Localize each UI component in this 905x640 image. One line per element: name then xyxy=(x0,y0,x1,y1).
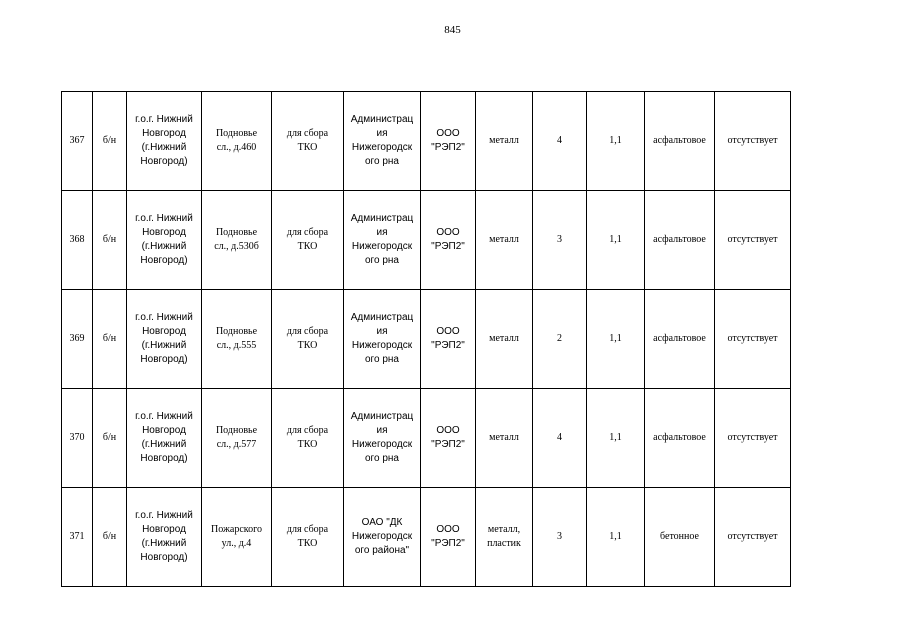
cell-volume: 1,1 xyxy=(587,191,645,290)
cell-count: 4 xyxy=(533,389,587,488)
cell-operator-line: ООО xyxy=(436,326,460,337)
cell-material xyxy=(476,290,533,389)
cell-purpose xyxy=(272,290,344,389)
cell-locality-line: Новгород xyxy=(142,128,186,139)
cell-number: 370 xyxy=(62,389,93,488)
cell-locality-line: г.о.г. Нижний xyxy=(135,510,193,521)
cell-operator-line: "РЭП2" xyxy=(431,340,465,351)
cell-operator-line: "РЭП2" xyxy=(431,439,465,450)
cell-purpose-line: ТКО xyxy=(297,340,318,351)
cell-operator-line: "РЭП2" xyxy=(431,241,465,252)
cell-owner xyxy=(344,191,421,290)
cell-address-line: сл., д.555 xyxy=(216,340,257,351)
cell-count: 3 xyxy=(533,191,587,290)
cell-surface: асфальтовое xyxy=(645,191,715,290)
cell-fence: отсутствует xyxy=(715,191,791,290)
cell-operator xyxy=(421,191,476,290)
cell-number: 371 xyxy=(62,488,93,587)
cell-purpose-line: ТКО xyxy=(297,439,318,450)
cell-count: 4 xyxy=(533,92,587,191)
cell-owner-line: Администрац xyxy=(350,114,414,125)
cell-surface: асфальтовое xyxy=(645,389,715,488)
cell-material xyxy=(476,191,533,290)
cell-locality-line: Новгород xyxy=(142,227,186,238)
cell-owner-line: Нижегородск xyxy=(351,531,413,542)
cell-locality xyxy=(127,488,202,587)
cell-address-line: сл., д.577 xyxy=(216,439,257,450)
cell-material xyxy=(476,92,533,191)
cell-operator-line: ООО xyxy=(436,524,460,535)
cell-purpose xyxy=(272,191,344,290)
cell-locality-line: (г.Нижний xyxy=(141,340,187,351)
cell-bn: б/н xyxy=(93,191,127,290)
cell-owner-line: ия xyxy=(376,227,388,238)
cell-locality-line: Новгород xyxy=(142,326,186,337)
table-row xyxy=(62,92,791,191)
cell-owner-line: Администрац xyxy=(350,312,414,323)
cell-number: 368 xyxy=(62,191,93,290)
cell-count: 2 xyxy=(533,290,587,389)
cell-operator xyxy=(421,290,476,389)
cell-purpose-line: для сбора xyxy=(286,524,329,535)
cell-operator-line: "РЭП2" xyxy=(431,142,465,153)
registry-table xyxy=(61,91,791,587)
cell-bn: б/н xyxy=(93,92,127,191)
cell-volume: 1,1 xyxy=(587,389,645,488)
cell-owner-line: ого рна xyxy=(365,354,399,365)
cell-number: 369 xyxy=(62,290,93,389)
cell-purpose-line: ТКО xyxy=(297,142,318,153)
cell-locality-line: Новгород) xyxy=(140,354,188,365)
cell-operator-line: ООО xyxy=(436,425,460,436)
cell-locality-line: (г.Нижний xyxy=(141,142,187,153)
cell-owner-line: Нижегородск xyxy=(351,142,413,153)
cell-purpose xyxy=(272,389,344,488)
cell-owner-line: Нижегородск xyxy=(351,340,413,351)
cell-operator xyxy=(421,389,476,488)
cell-surface: бетонное xyxy=(645,488,715,587)
cell-locality-line: Новгород) xyxy=(140,255,188,266)
page-number: 845 xyxy=(444,24,461,36)
cell-address-line: Подновье xyxy=(215,128,258,139)
cell-owner-line: ия xyxy=(376,326,388,337)
cell-volume: 1,1 xyxy=(587,290,645,389)
cell-address-line: сл., д.460 xyxy=(216,142,257,153)
cell-purpose-line: для сбора xyxy=(286,425,329,436)
cell-owner xyxy=(344,290,421,389)
cell-address-line: Подновье xyxy=(215,227,258,238)
cell-locality-line: г.о.г. Нижний xyxy=(135,213,193,224)
table-row xyxy=(62,488,791,587)
cell-locality xyxy=(127,290,202,389)
cell-locality-line: (г.Нижний xyxy=(141,439,187,450)
cell-material-line: пластик xyxy=(487,538,521,549)
cell-material-line: металл xyxy=(489,432,519,443)
cell-locality-line: г.о.г. Нижний xyxy=(135,312,193,323)
cell-material-line: металл xyxy=(489,135,519,146)
cell-locality-line: (г.Нижний xyxy=(141,241,187,252)
cell-surface: асфальтовое xyxy=(645,290,715,389)
cell-operator-line: ООО xyxy=(436,128,460,139)
table-row xyxy=(62,191,791,290)
cell-locality-line: Новгород xyxy=(142,425,186,436)
cell-owner-line: Нижегородск xyxy=(351,241,413,252)
cell-bn: б/н xyxy=(93,389,127,488)
cell-owner-line: ого района" xyxy=(354,545,410,556)
cell-surface: асфальтовое xyxy=(645,92,715,191)
cell-address-line: Подновье xyxy=(215,425,258,436)
cell-fence: отсутствует xyxy=(715,290,791,389)
cell-address xyxy=(202,389,272,488)
cell-owner-line: Администрац xyxy=(350,213,414,224)
cell-material-line: металл, xyxy=(487,524,521,535)
cell-locality-line: Новгород) xyxy=(140,552,188,563)
cell-purpose-line: ТКО xyxy=(297,538,318,549)
cell-material xyxy=(476,488,533,587)
table-row xyxy=(62,290,791,389)
cell-fence: отсутствует xyxy=(715,488,791,587)
cell-locality-line: г.о.г. Нижний xyxy=(135,114,193,125)
cell-bn: б/н xyxy=(93,290,127,389)
cell-owner xyxy=(344,389,421,488)
cell-owner-line: ия xyxy=(376,425,388,436)
cell-owner-line: Нижегородск xyxy=(351,439,413,450)
cell-volume: 1,1 xyxy=(587,92,645,191)
cell-address xyxy=(202,92,272,191)
cell-number: 367 xyxy=(62,92,93,191)
cell-purpose xyxy=(272,92,344,191)
cell-operator xyxy=(421,92,476,191)
cell-locality-line: (г.Нижний xyxy=(141,538,187,549)
cell-address-line: Пожарского xyxy=(211,524,262,535)
cell-purpose-line: для сбора xyxy=(286,227,329,238)
cell-owner xyxy=(344,488,421,587)
cell-address xyxy=(202,290,272,389)
cell-owner-line: ого рна xyxy=(365,156,399,167)
cell-address xyxy=(202,488,272,587)
cell-locality-line: Новгород) xyxy=(140,453,188,464)
cell-material xyxy=(476,389,533,488)
cell-count: 3 xyxy=(533,488,587,587)
cell-operator xyxy=(421,488,476,587)
cell-material-line: металл xyxy=(489,333,519,344)
table-row xyxy=(62,389,791,488)
cell-owner-line: ого рна xyxy=(365,255,399,266)
cell-owner-line: ого рна xyxy=(365,453,399,464)
cell-locality-line: Новгород) xyxy=(140,156,188,167)
cell-purpose-line: для сбора xyxy=(286,128,329,139)
cell-operator-line: "РЭП2" xyxy=(431,538,465,549)
cell-locality-line: Новгород xyxy=(142,524,186,535)
cell-fence: отсутствует xyxy=(715,389,791,488)
cell-owner-line: ОАО "ДК xyxy=(361,517,403,528)
cell-address-line: Подновье xyxy=(215,326,258,337)
cell-purpose-line: ТКО xyxy=(297,241,318,252)
cell-address-line: сл., д.530б xyxy=(214,241,259,252)
cell-volume: 1,1 xyxy=(587,488,645,587)
cell-purpose-line: для сбора xyxy=(286,326,329,337)
cell-bn: б/н xyxy=(93,488,127,587)
cell-owner-line: Администрац xyxy=(350,411,414,422)
cell-owner xyxy=(344,92,421,191)
cell-locality xyxy=(127,191,202,290)
registry-body xyxy=(62,92,791,587)
cell-locality xyxy=(127,389,202,488)
cell-material-line: металл xyxy=(489,234,519,245)
cell-address xyxy=(202,191,272,290)
cell-locality-line: г.о.г. Нижний xyxy=(135,411,193,422)
cell-address-line: ул., д.4 xyxy=(221,538,252,549)
cell-locality xyxy=(127,92,202,191)
cell-fence: отсутствует xyxy=(715,92,791,191)
cell-owner-line: ия xyxy=(376,128,388,139)
cell-operator-line: ООО xyxy=(436,227,460,238)
cell-purpose xyxy=(272,488,344,587)
